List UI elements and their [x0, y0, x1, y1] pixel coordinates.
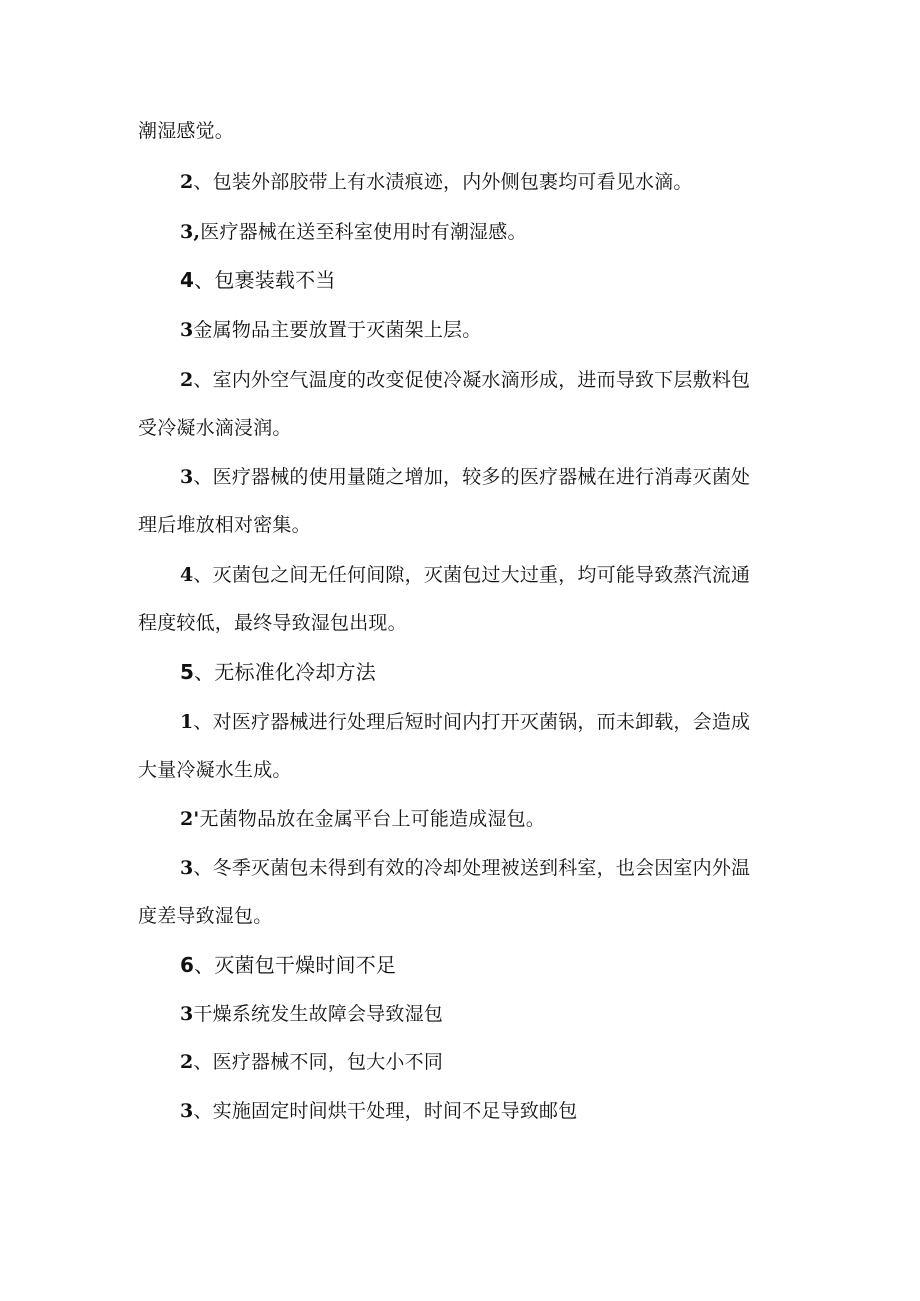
heading-text: 、无标准化冷却方法 [194, 660, 376, 684]
section-number: 6 [180, 953, 195, 977]
paragraph-continuation [138, 758, 292, 782]
section-heading [180, 268, 336, 292]
line-text: 、医疗器械不同，包大小不同 [193, 1051, 444, 1073]
paragraph-continuation [138, 416, 292, 440]
line-text: 度差导致湿包。 [138, 905, 273, 927]
section-number: 5 [180, 660, 195, 684]
line-text: 无菌物品放在金属平台上可能造成湿包。 [199, 808, 546, 830]
line-text: 、实施固定时间烘干处理，时间不足导致邮包 [193, 1100, 578, 1122]
item-number: 3 [180, 1003, 194, 1025]
line-text: 受冷凝水滴浸润。 [138, 417, 292, 439]
section-heading [180, 953, 396, 977]
line-text: 、包装外部胶带上有水渍痕迹，内外侧包裹均可看见水滴。 [193, 171, 693, 193]
list-item [180, 1002, 443, 1026]
line-text: 医疗器械在送至科室使用时有潮湿感。 [200, 221, 527, 243]
paragraph-continuation [138, 119, 234, 143]
line-text: 大量冷凝水生成。 [138, 759, 292, 781]
item-number: 3 [180, 466, 194, 488]
line-text: 金属物品主要放置于灭菌架上层。 [193, 319, 482, 341]
list-item [180, 807, 545, 831]
line-text: 、对医疗器械进行处理后短时间内打开灭菌锅，而未卸载，会造成 [193, 711, 751, 733]
list-item [180, 856, 750, 880]
paragraph-continuation [138, 611, 407, 635]
item-number: 2' [180, 808, 200, 830]
item-number: 3, [180, 221, 201, 243]
item-number: 2 [180, 1051, 194, 1073]
line-text: 、室内外空气温度的改变促使冷凝水滴形成，进而导致下层敷料包 [193, 369, 751, 391]
list-item [180, 1050, 443, 1074]
heading-text: 、灭菌包干燥时间不足 [194, 953, 397, 977]
list-item [180, 170, 693, 194]
line-text: 、灭菌包之间无任何间隙，灭菌包过大过重，均可能导致蒸汽流通 [193, 564, 751, 586]
list-item [180, 465, 750, 489]
line-text: 、医疗器械的使用量随之增加，较多的医疗器械在进行消毒灭菌处 [193, 466, 751, 488]
line-text: 干燥系统发生故障会导致湿包 [193, 1003, 444, 1025]
paragraph-continuation [138, 513, 311, 537]
item-number: 3 [180, 1100, 194, 1122]
section-heading [180, 660, 376, 684]
list-item [180, 1099, 577, 1123]
item-number: 2 [180, 171, 194, 193]
list-item [180, 563, 750, 587]
line-text: 程度较低，最终导致湿包出现。 [138, 612, 407, 634]
section-number: 4 [180, 268, 195, 292]
item-number: 1 [180, 711, 194, 733]
item-number: 3 [180, 319, 194, 341]
paragraph-continuation [138, 904, 272, 928]
list-item [180, 220, 527, 244]
list-item [180, 368, 750, 392]
item-number: 4 [180, 564, 194, 586]
line-text: 、冬季灭菌包未得到有效的冷却处理被送到科室，也会因室内外温 [193, 857, 751, 879]
item-number: 2 [180, 369, 194, 391]
heading-text: 、包裹装载不当 [194, 268, 336, 292]
item-number: 3 [180, 857, 194, 879]
list-item [180, 318, 481, 342]
line-text: 潮湿感觉。 [138, 120, 235, 142]
line-text: 理后堆放相对密集。 [138, 514, 311, 536]
list-item [180, 710, 750, 734]
